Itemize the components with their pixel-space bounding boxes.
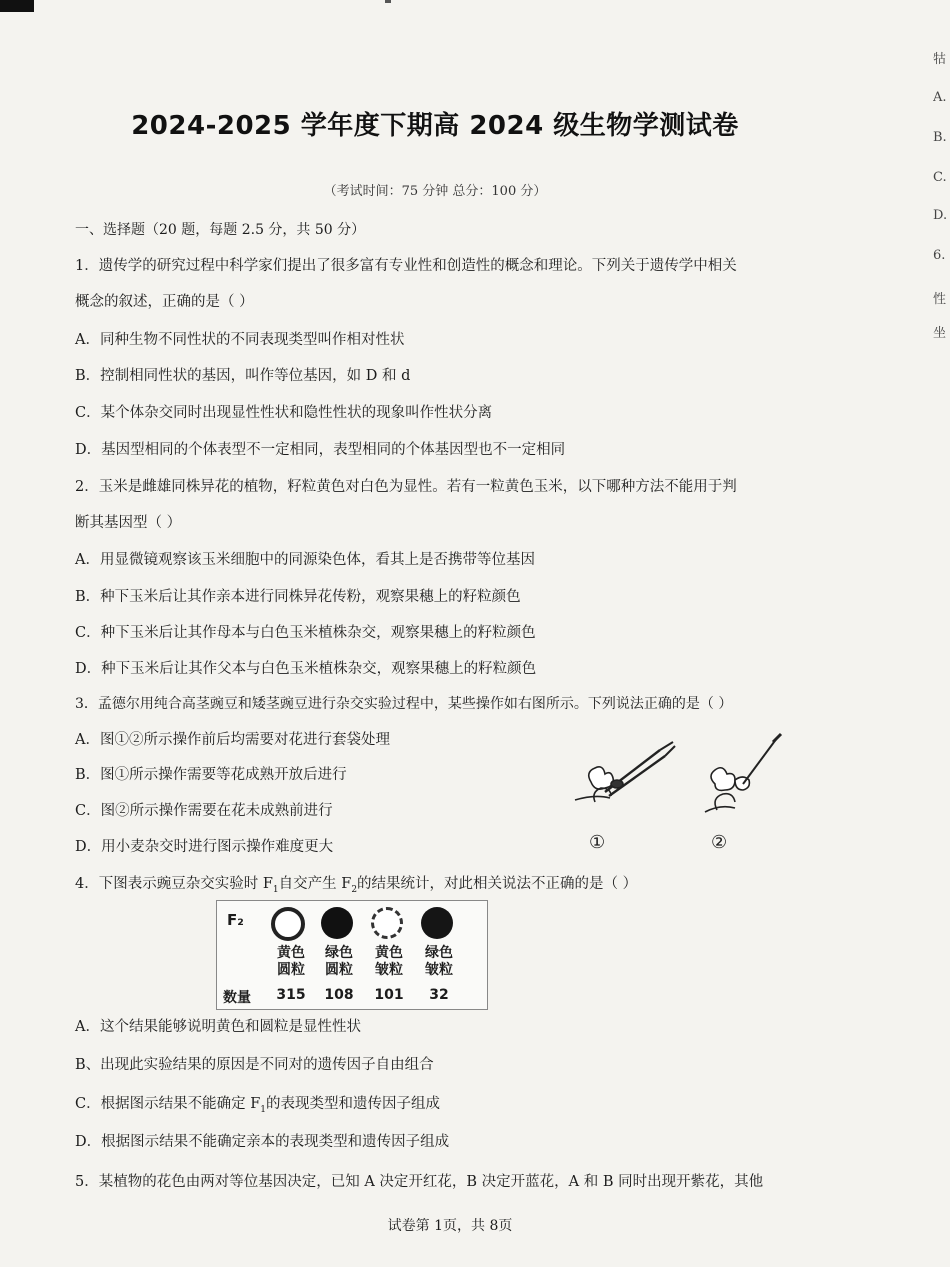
q1-option-c: C．某个体杂交同时出现显性性状和隐性性状的现象叫作性状分离 (75, 405, 493, 421)
count-cell: 101 (374, 987, 404, 1003)
green-round-pea-icon (321, 907, 353, 939)
q1-stem-line2: 概念的叙述，正确的是（ ） (75, 294, 254, 310)
count-cell: 315 (276, 987, 306, 1003)
q4-option-a: A．这个结果能够说明黄色和圆粒是显性性状 (75, 1019, 361, 1035)
q2-option-b: B．种下玉米后让其作亲本进行同株异花传粉，观察果穗上的籽粒颜色 (75, 589, 521, 605)
q2-option-c: C．种下玉米后让其作母本与白色玉米植株杂交，观察果穗上的籽粒颜色 (75, 625, 536, 641)
figure-label-1: ① (589, 832, 606, 853)
q1-option-b: B．控制相同性状的基因，叫作等位基因，如 D 和 d (75, 368, 411, 384)
q4-stem-sub1: 1 (272, 884, 279, 895)
label-top: 绿色 (425, 945, 453, 961)
q1-option-d: D．基因型相同的个体表型不一定相同，表型相同的个体基因型也不一定相同 (75, 442, 566, 458)
q4-option-c-part1: C．根据图示结果不能确定 F (75, 1096, 261, 1112)
q3-option-d: D．用小麦杂交时进行图示操作难度更大 (75, 839, 334, 855)
q4-option-c-sub: 1 (260, 1104, 266, 1115)
q2-stem-line1: 2．玉米是雌雄同株异花的植物，籽粒黄色对白色为显性。若有一粒黄色玉米，以下哪种方法不能用于判 (75, 479, 737, 495)
column-label-2 (319, 945, 359, 979)
exam-subtitle: （考试时间：75 分钟 总分：100 分） (323, 184, 547, 199)
q3-figure (565, 732, 795, 862)
exam-title: 2024-2025 学年度下期高 2024 级生物学测试卷 (131, 111, 739, 141)
figure-label-2: ② (711, 832, 728, 853)
label-bottom: 圆粒 (325, 962, 353, 978)
q1-stem-line1: 1．遗传学的研究过程中科学家们提出了很多富有专业性和创造性的概念和理论。下列关于遗传学中相关 (75, 258, 737, 274)
label-top: 黄色 (375, 945, 403, 961)
q4-stem-part1: 4．下图表示豌豆杂交实验时 F (75, 876, 273, 892)
label-bottom: 圆粒 (277, 962, 305, 978)
q3-option-b: B．图①所示操作需要等花成熟开放后进行 (75, 767, 347, 783)
label-top: 绿色 (325, 945, 353, 961)
column-label-3 (369, 945, 409, 979)
label-bottom: 皱粒 (375, 962, 403, 978)
q2-option-a: A．用显微镜观察该玉米细胞中的同源染色体，看其上是否携带等位基因 (75, 552, 535, 568)
count-row-label: 数量 (223, 990, 251, 1006)
q4-option-d: D．根据图示结果不能确定亲本的表现类型和遗传因子组成 (75, 1134, 450, 1150)
edge-fragment: 坐 (933, 326, 947, 341)
section-heading: 一、选择题（20 题，每题 2.5 分，共 50 分） (75, 222, 366, 238)
edge-fragment: A. (933, 90, 947, 105)
q4-stem-sub2: 2 (351, 884, 358, 895)
edge-fragment: C. (933, 170, 947, 185)
pollination-illustration (565, 732, 795, 832)
q1-option-a: A．同种生物不同性状的不同表现类型叫作相对性状 (75, 332, 405, 348)
q5-stem-line1: 5．某植物的花色由两对等位基因决定，已知 A 决定开红花，B 决定开蓝花，A 和 B 同时出现开紫花，其他 (75, 1174, 764, 1190)
green-wrinkled-pea-icon (421, 907, 453, 939)
edge-fragment: 牯 (933, 52, 947, 67)
edge-fragment: B. (933, 130, 947, 145)
q3-option-a: A．图①②所示操作前后均需要对花进行套袋处理 (75, 732, 390, 748)
label-bottom: 皱粒 (425, 962, 453, 978)
page-footer: 试卷第 1页，共 8页 (387, 1218, 513, 1234)
yellow-wrinkled-pea-icon (371, 907, 403, 939)
q4-option-c (75, 1094, 440, 1120)
q4-stem-part3: 的结果统计，对此相关说法不正确的是（ ） (357, 876, 638, 892)
q4-option-c-part2: 的表现类型和遗传因子组成 (266, 1096, 440, 1112)
column-label-1 (271, 945, 311, 979)
q4-option-b: B、出现此实验结果的原因是不同对的遗传因子自由组合 (75, 1057, 434, 1073)
q4-stem (75, 874, 637, 900)
count-cell: 32 (429, 987, 449, 1003)
f2-results-table (216, 900, 488, 1010)
q4-stem-part2: 自交产生 F (278, 876, 352, 892)
edge-fragment: 性 (933, 292, 947, 307)
q2-option-d: D．种下玉米后让其作父本与白色玉米植株杂交，观察果穗上的籽粒颜色 (75, 661, 537, 677)
q3-stem: 3．孟德尔用纯合高茎豌豆和矮茎豌豆进行杂交实验过程中，某些操作如右图所示。下列说法正确的是（ ） (75, 696, 733, 712)
count-cell: 108 (324, 987, 354, 1003)
edge-fragment: 6. (933, 248, 946, 263)
column-label-4 (419, 945, 459, 979)
yellow-round-pea-icon (271, 907, 305, 941)
label-top: 黄色 (277, 945, 305, 961)
edge-fragment: D. (933, 208, 948, 223)
f2-row-label: F₂ (227, 911, 244, 929)
q3-option-c: C．图②所示操作需要在花未成熟前进行 (75, 803, 333, 819)
q2-stem-line2: 断其基因型（ ） (75, 515, 182, 531)
